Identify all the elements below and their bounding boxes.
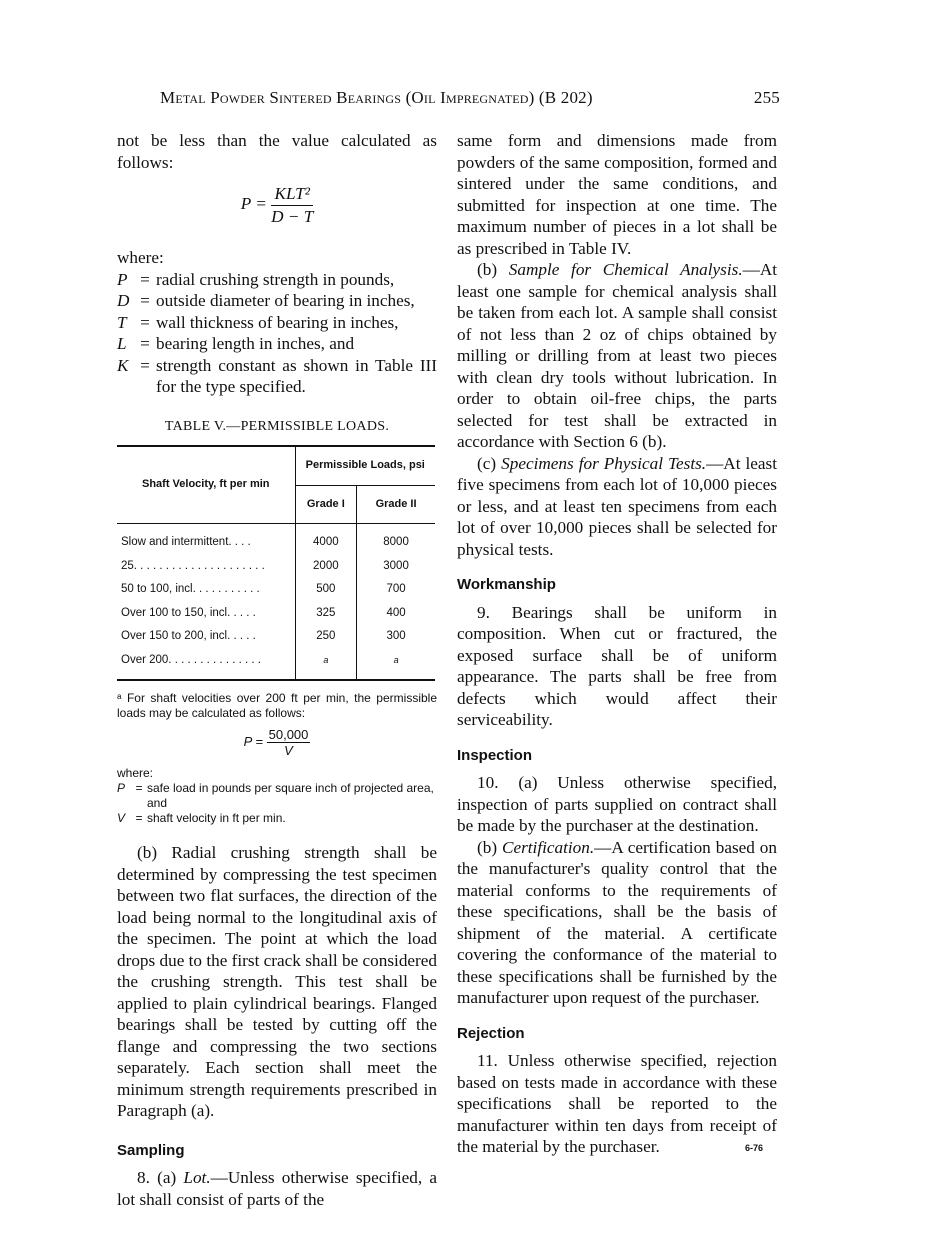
- page-number: 255: [753, 88, 780, 107]
- definition-item: T = wall thickness of bearing in inches,: [117, 312, 399, 332]
- paragraph-8a: 8. (a) Lot.—Unless otherwise specified, a lot shall consist of parts of the: [117, 1168, 437, 1209]
- table-row: 25. . . . . . . . . . . . . . . . . . . . . 2000 3000: [117, 555, 435, 579]
- footnote-formula: [117, 727, 437, 758]
- paragraph-10a: 10. (a) Unless otherwise specified, inspection of parts supplied on contract shall be made by the purchaser at the destination.: [457, 773, 777, 835]
- paragraph-8c: (c) Specimens for Physical Tests.—At least five specimens from each lot of 10,000 pieces or less, and at least ten specimens from each lot of over 10,000 pieces shall be selected for physical tests.: [457, 453, 778, 559]
- fn-formula-lhs: P =: [243, 733, 263, 749]
- paragraph-8b: (b) Sample for Chemical Analysis.—At least one sample for chemical analysis shall be taken from each lot. A sample shall consist of not less than 2 oz of chips obtained by milling or drilling from at least two pieces with clean dry tools without lubrication. In order to obtain oil-free chips, the parts selected for test shall be extracted in accordance with Section 6 (b).: [457, 260, 777, 451]
- fn-formula-fraction: [267, 727, 311, 758]
- intro-text: not be less than the value calculated as follows:: [117, 131, 437, 172]
- col-header-grade2: Grade II: [357, 485, 435, 524]
- permissible-loads-table: [117, 445, 435, 681]
- paragraph-10b: (b) Certification.—A certification based on the manufacturer's quality control that the material conforms to the requirements of these specifications, shall be the basis of shipment of the material. A certificate covering the conformance of the material to these specifications shall be furnished by the manufacturer upon request of the purchaser.: [457, 837, 777, 1007]
- col-header-grade1: Grade I: [295, 485, 357, 524]
- heading-rejection: Rejection: [457, 1024, 525, 1042]
- variable-definitions: [117, 269, 437, 398]
- running-header: [160, 88, 780, 108]
- fn-formula-numerator: 50,000: [268, 727, 309, 742]
- table-row: Over 100 to 150, incl. . . . . 325 400: [117, 602, 435, 626]
- table-caption: TABLE V.—PERMISSIBLE LOADS.: [164, 418, 390, 434]
- table-row: Slow and intermittent. . . . 4000 8000: [117, 524, 435, 555]
- table-row: Over 200. . . . . . . . . . . . . . . a a: [117, 649, 435, 681]
- paragraph-9: 9. Bearings shall be uniform in composition. When cut or fractured, the exposed surface shall be of uniform appearance. The parts shall be free from defects which would affect their serviceability.: [457, 602, 777, 729]
- definition-item: K = strength constant as shown in Table III for the type specified.: [117, 355, 437, 396]
- paragraph-11: 11. Unless otherwise specified, rejection based on tests made in accordance with these specifications shall be reported to the manufacturer within ten days from receipt of the material by the purchaser.: [457, 1051, 777, 1156]
- heading-workmanship: Workmanship: [457, 576, 556, 593]
- footnote-text: ᵃ For shaft velocities over 200 ft per min, the permissible loads may be calculated as follows:: [117, 691, 437, 720]
- table-row: Over 150 to 200, incl. . . . . 250 300: [117, 625, 435, 649]
- formula-numerator: KLT²: [271, 183, 313, 206]
- paragraph-continued: same form and dimensions made from powders of the same composition, formed and sintered under the same conditions, and submitted for inspection at one time. The maximum number of pieces in a lot shall be as prescribed in Table IV.: [457, 131, 777, 258]
- where-label: where:: [117, 248, 164, 267]
- heading-inspection: Inspection: [457, 746, 533, 764]
- table-footnote: [117, 691, 437, 826]
- footnote-definition: V = shaft velocity in ft per min.: [117, 811, 286, 825]
- right-column: [457, 130, 777, 1158]
- paragraph-7b: (b) Radial crushing strength shall be determined by compressing the test specimen between two flat surfaces, the direction of the load being normal to the longitudinal axis of the specimen. The point at which the load drops due to the first crack shall be considered the crushing strength. This test shall be applied to plain cylindrical bearings. Flanged bearings shall be tested by cutting off the flange and compressing the two sections separately. Each section shall meet the minimum strength requirements prescribed in Paragraph (a).: [117, 843, 437, 1120]
- header-title: Metal Powder Sintered Bearings (Oil Impregnated) (B 202): [160, 88, 593, 107]
- fn-formula-denominator: V: [284, 743, 293, 758]
- heading-sampling: Sampling: [117, 1141, 185, 1159]
- col-header-velocity: Shaft Velocity, ft per min: [117, 446, 295, 524]
- definition-item: D = outside diameter of bearing in inches,: [117, 291, 415, 310]
- table-row: 50 to 100, incl. . . . . . . . . . . 500 700: [117, 578, 435, 602]
- definition-item: L = bearing length in inches, and: [117, 334, 355, 353]
- formula-lhs: P =: [240, 193, 267, 213]
- footer-code: 6-76: [745, 1143, 764, 1153]
- definition-item: P = radial crushing strength in pounds,: [117, 269, 395, 289]
- formula-denominator: D − T: [271, 206, 314, 226]
- col-header-loads: Permissible Loads, psi: [295, 446, 435, 485]
- footnote-where: where:: [117, 766, 154, 780]
- left-column: [117, 130, 437, 1210]
- crushing-formula: [117, 183, 437, 227]
- footnote-definition: P = safe load in pounds per square inch of projected area, and: [117, 781, 434, 810]
- formula-fraction: [271, 183, 313, 227]
